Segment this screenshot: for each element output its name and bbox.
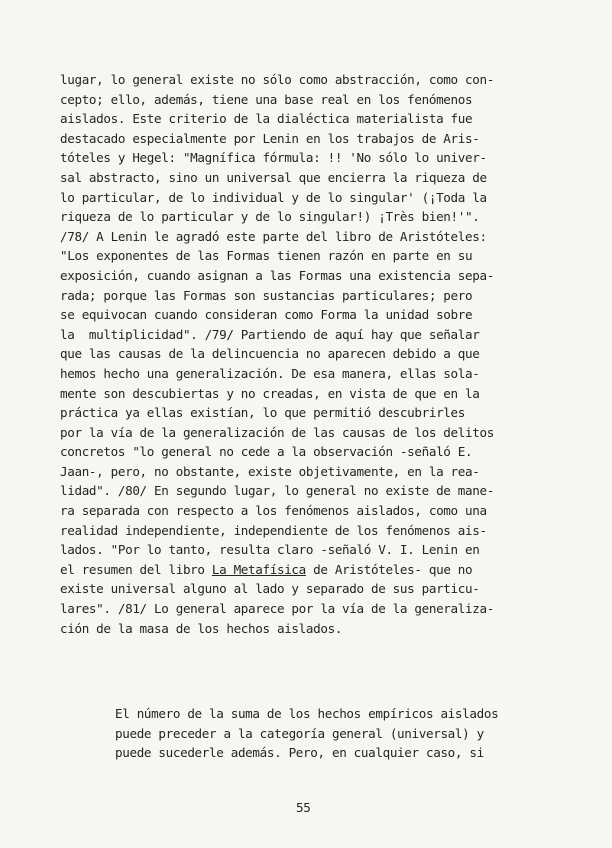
text-line: riqueza de lo particular y de lo singular!) ¡Très bien!'". [60, 209, 480, 225]
text-line: lugar, lo general existe no sólo como abstracción, como con- [60, 72, 494, 87]
text-line: que las causas de la delincuencia no aparecen debido a que [60, 346, 480, 362]
text-line: práctica ya ellas existían, lo que permitió descubrirles [60, 405, 465, 421]
text-line: lados. "Por lo tanto, resulta claro -señaló V. I. Lenin en [60, 542, 480, 558]
text-line: lidad". /80/ En segundo lugar, lo general no existe de mane- [60, 483, 494, 499]
text-line: sal abstracto, sino un universal que encierra la riqueza de [60, 169, 487, 185]
text-line: aislados. Este criterio de la dialéctica materialista fue [60, 111, 473, 127]
text-line: cepto; ello, además, tiene una base real en los fenómenos [60, 91, 473, 107]
text-line: ra separada con respecto a los fenómenos aislados, como una [60, 503, 487, 519]
page-number: 55 [296, 800, 311, 815]
text-line: puede preceder a la categoría general (universal) y [115, 725, 484, 741]
text-line: rada; porque las Formas son sustancias particulares; pero [60, 287, 473, 303]
text-line: destacado especialmente por Lenin en los trabajos de Aris- [60, 130, 480, 146]
text-line: mente son descubiertas y no creadas, en vista de que en la [60, 385, 480, 401]
text-line: tóteles y Hegel: "Magnífica fórmula: !! 'No sólo lo univer- [60, 150, 487, 166]
text-segment: de Aristóteles- que no [305, 561, 473, 577]
text-line: hemos hecho una generalización. De esa manera, ellas sola- [60, 365, 480, 381]
text-line: lares". /81/ Lo general aparece por la vía de la generaliza- [60, 601, 494, 617]
paragraph-2 [115, 704, 585, 763]
text-line: realidad independiente, independiente de los fenómenos ais- [60, 522, 487, 538]
text-line: "Los exponentes de las Formas tienen razón en parte en su [60, 248, 473, 264]
text-line: Jaan-, pero, no obstante, existe objetivamente, en la rea- [60, 463, 480, 479]
text-line: existe universal alguno al lado y separado de sus particu- [60, 581, 480, 597]
text-line: ción de la masa de los hechos aislados. [60, 620, 343, 636]
text-line: exposición, cuando asignan a las Formas una existencia sepa- [60, 267, 494, 283]
text-line: por la vía de la generalización de las causas de los delitos [60, 424, 494, 440]
book-title: La Metafísica [211, 561, 306, 577]
text-line: la multiplicidad". /79/ Partiendo de aquí hay que señalar [60, 326, 480, 342]
text-line: /78/ A Lenin le agradó este parte del libro de Aristóteles: [60, 228, 487, 244]
text-line: El número de la suma de los hechos empíricos aislados [115, 706, 499, 721]
text-line: concretos "lo general no cede a la observación -señaló E. [60, 444, 473, 460]
text-line-with-book-title [60, 560, 580, 580]
text-line: puede sucederle además. Pero, en cualquier caso, si [115, 745, 484, 761]
text-line: lo particular, de lo individual y de lo singular' (¡Toda la [60, 189, 487, 205]
text-segment: el resumen del libro [60, 561, 212, 577]
text-line: se equivocan cuando consideran como Forma la unidad sobre [60, 307, 473, 323]
paragraph-1 [60, 70, 580, 638]
